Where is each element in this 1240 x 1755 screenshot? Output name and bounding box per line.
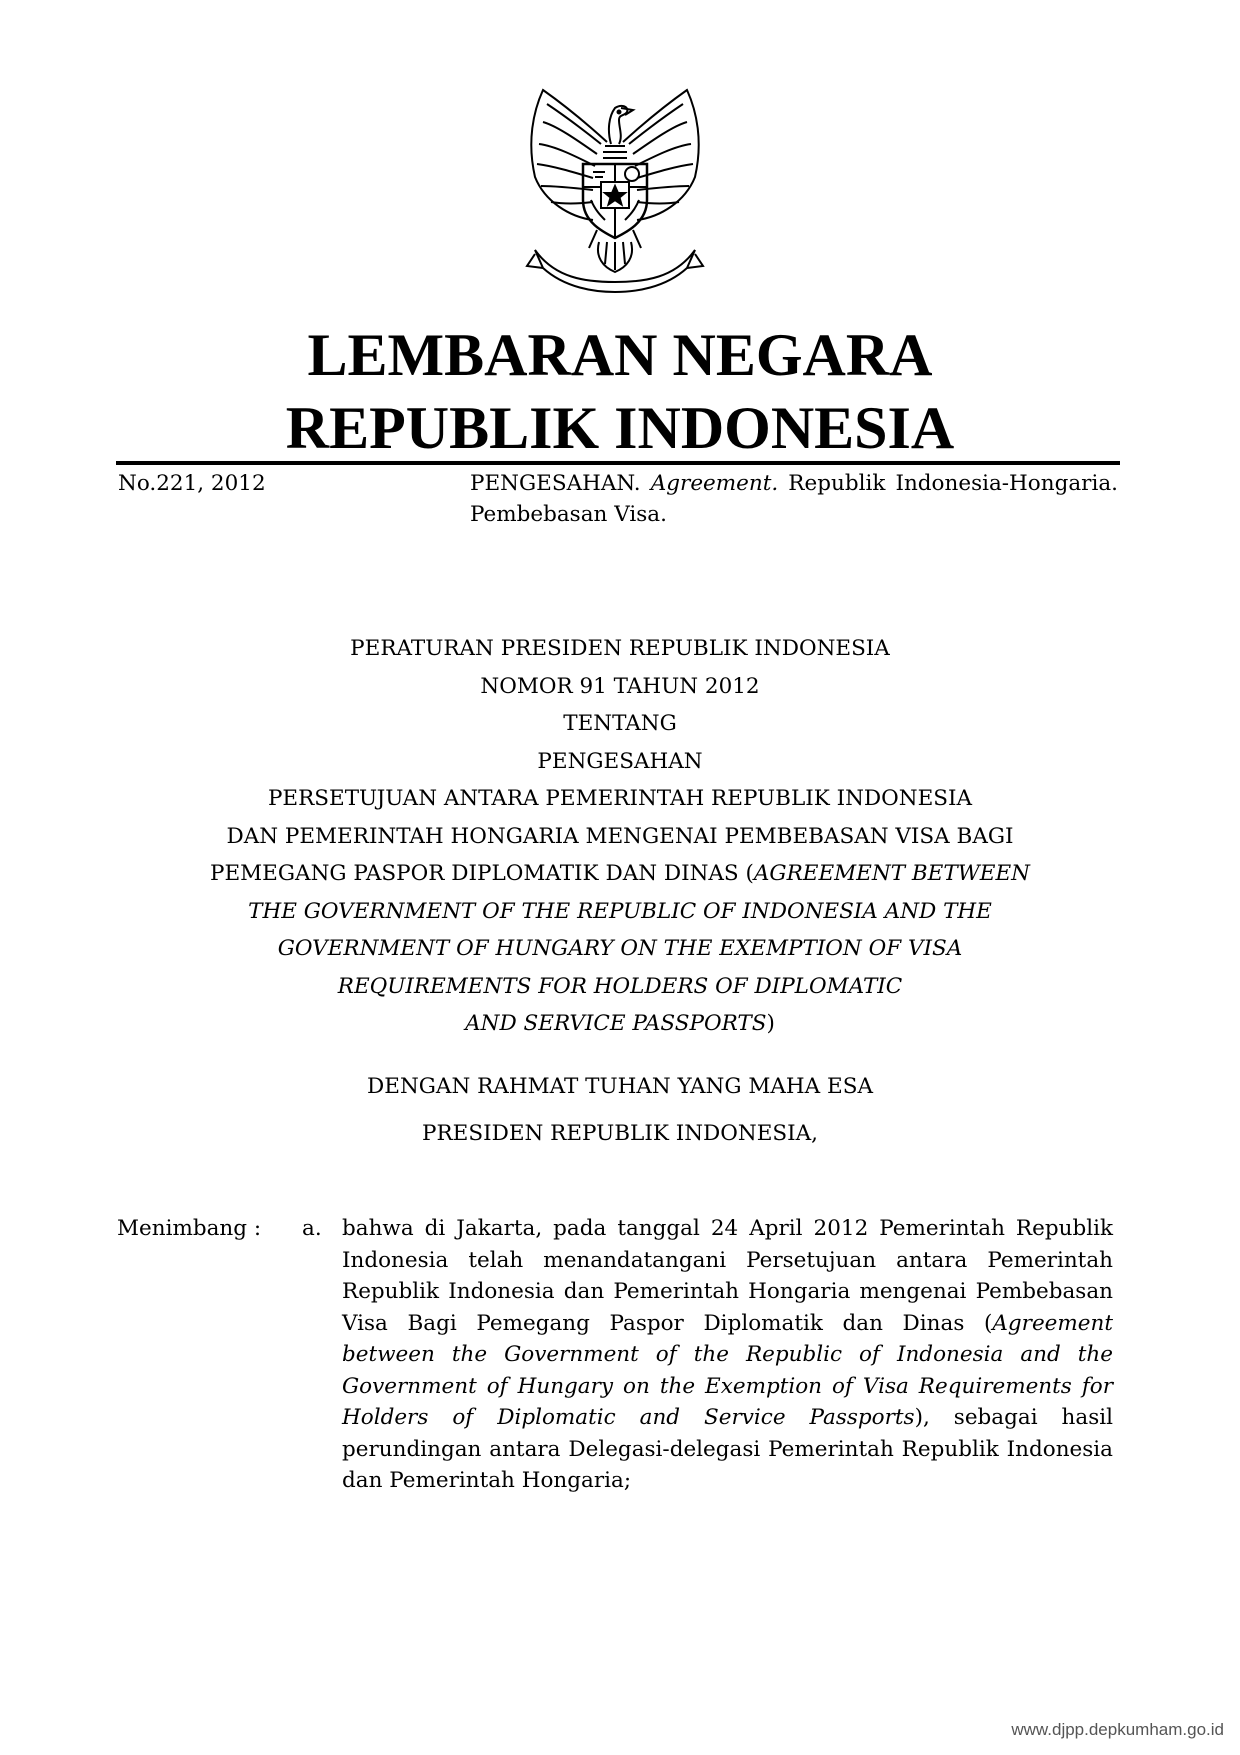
regulation-title: [100, 630, 1140, 1043]
opening-line: PRESIDEN REPUBLIK INDONESIA,: [422, 1121, 818, 1146]
considering-separator: :: [253, 1216, 262, 1241]
title-line-italic: AND SERVICE PASSPORTS: [465, 1011, 767, 1036]
title-line-italic: AGREEMENT BETWEEN: [753, 861, 1030, 886]
considering-text-italic: Agreement between the Government of the Republic of Indonesia and the Government of Hungary on the Exemption of Visa Requirements for Holders of Diplomatic and Service Passports: [342, 1310, 1113, 1430]
considering-label: [117, 1213, 261, 1245]
title-line-italic: THE GOVERNMENT OF THE REPUBLIC OF INDONESIA AND THE: [248, 898, 992, 924]
gazette-subject-part1: PENGESAHAN.: [470, 471, 641, 496]
opening-formula: [100, 1063, 1140, 1157]
title-line-plain: ): [766, 1011, 775, 1036]
title-line: TENTANG: [563, 711, 677, 736]
header-rule: [116, 461, 1120, 465]
title-line-plain: PEMEGANG PASPOR DIPLOMATIK DAN DINAS (: [210, 861, 754, 886]
considering-label-text: Menimbang: [117, 1216, 248, 1241]
gazette-subject: [470, 468, 1118, 530]
title-line: PENGESAHAN: [537, 748, 703, 774]
footer-url: www.djpp.depkumham.go.id: [1011, 1720, 1224, 1739]
considering-item-letter: a.: [302, 1216, 322, 1241]
title-line: [100, 968, 1140, 1006]
title-line: [100, 893, 1140, 931]
title-line-italic: REQUIREMENTS FOR HOLDERS OF DIPLOMATIC: [337, 973, 903, 999]
considering-text-part1: bahwa di Jakarta, pada tanggal 24 April 2012 Pemerintah Republik Indonesia telah menandatangani Persetujuan antara Pemerintah Republik Indonesia dan Pemerintah Hongaria mengenai Pembebasan Visa Bagi Pemegang Paspor Diplomatik dan Dinas (: [342, 1216, 1113, 1336]
title-line: [100, 855, 1140, 893]
title-line: [100, 1005, 1140, 1043]
masthead-line-2: REPUBLIK INDONESIA: [285, 395, 955, 461]
title-line: PERSETUJUAN ANTARA PEMERINTAH REPUBLIK INDONESIA: [267, 786, 973, 811]
gazette-number: No.221, 2012: [118, 471, 266, 496]
title-line-italic: GOVERNMENT OF HUNGARY ON THE EXEMPTION OF VISA: [277, 936, 963, 961]
garuda-emblem-icon: [515, 82, 715, 297]
considering-text-part2: ), sebagai hasil perundingan antara Delegasi-delegasi Pemerintah Republik Indonesia dan Pemerintah Hongaria;: [342, 1405, 1114, 1493]
gazette-subject-italic: Agreement.: [650, 471, 779, 496]
title-line: NOMOR 91 TAHUN 2012: [480, 673, 760, 699]
masthead-line-1: LEMBARAN NEGARA: [307, 322, 933, 388]
title-line: DAN PEMERINTAH HONGARIA MENGENAI PEMBEBASAN VISA BAGI: [226, 823, 1014, 849]
title-line: PERATURAN PRESIDEN REPUBLIK INDONESIA: [350, 636, 890, 661]
opening-line: DENGAN RAHMAT TUHAN YANG MAHA ESA: [367, 1074, 873, 1099]
gazette-subject-part2: Republik Indonesia-Hongaria. Pembebasan Visa.: [470, 471, 1118, 527]
considering-item-text: [342, 1213, 1113, 1497]
title-line: [100, 930, 1140, 968]
